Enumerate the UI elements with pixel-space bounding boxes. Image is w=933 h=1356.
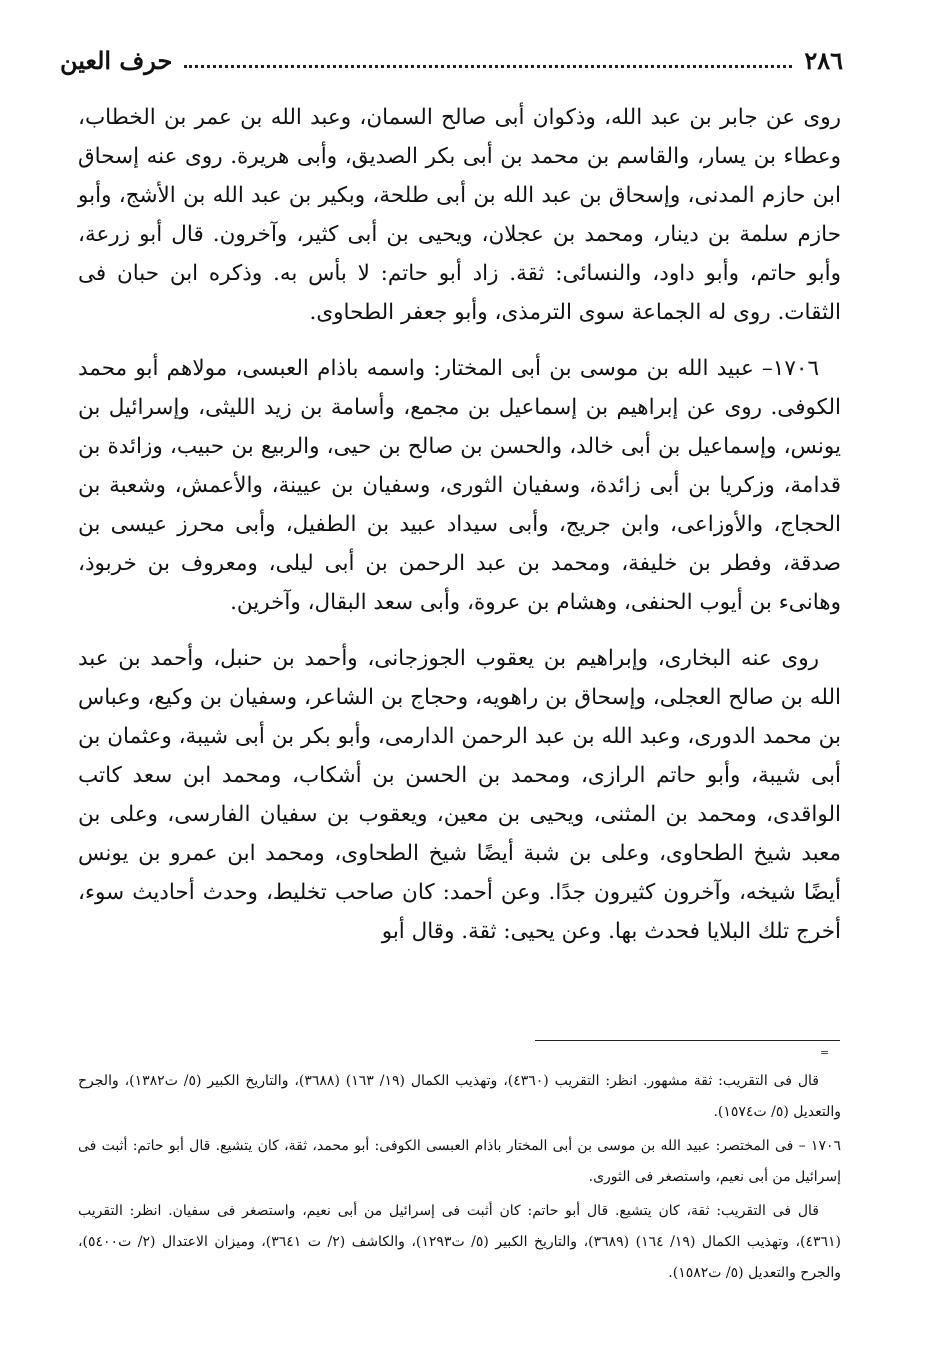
footnote-continuation-marker: = bbox=[820, 1046, 830, 1059]
paragraph: روى عنه البخارى، وإبراهيم بن يعقوب الجوزجانى، وأحمد بن حنبل، وأحمد بن عبد الله بن صالح العجلى، وإسحاق بن راهويه، وحجاج بن الشاعر، وسفيان بن وكيع، وعباس بن محمد الدورى، وعبد الله بن عبد الرحمن الدارمى، وأبو بكر بن أبى شيبة، وعثمان بن أبى شيبة، وأبو حاتم الرازى، ومحمد بن الحسن بن أشكاب، ومحمد ابن سعد كاتب الواقدى، ومحمد بن المثنى، ويحيى بن معين، ويعقوب بن سفيان الفارسى، وعلى بن معبد شيخ الطحاوى، وعلى بن شبة أيضًا شيخ الطحاوى، ومحمد ابن عمرو بن يونس أيضًا شيخه، وآخرون كثيرون جدًا. وعن أحمد: كان صاحب تخليط، وحدث أحاديث سوء، أخرج تلك البلايا فحدث بها. وعن يحيى: ثقة. وقال أبو bbox=[78, 646, 841, 944]
dotted-leader bbox=[184, 65, 792, 68]
page-number: ٢٨٦ bbox=[804, 45, 843, 75]
paragraph: ١٧٠٦– عبيد الله بن موسى بن أبى المختار: واسمه باذام العبسى، مولاهم أبو محمد الكوفى. روى عن إبراهيم بن إسماعيل بن مجمع، وأسامة بن زيد الليثى، وإسرائيل بن يونس، وإسماعيل بن أبى خالد، والحسن بن صالح بن حيى، والربيع بن حبيب، وزائدة بن قدامة، وزكريا بن أبى زائدة، وسفيان الثورى، وسفيان بن عيينة، والأعمش، وشعبة بن الحجاج، والأوزاعى، وابن جريج، وأبى سيداد عبيد بن الطفيل، وأبى محرز عيسى بن صدقة، وفطر بن خليفة، ومحمد بن عبد الرحمن بن أبى ليلى، ومعروف بن خربوذ، وهانىء بن أيوب الحنفى، وهشام بن عروة، وأبى سعد البقال، وآخرين. bbox=[78, 356, 841, 615]
footnote: ١٧٠٦ – فى المختصر: عبيد الله بن موسى بن أبى المختار باذام العبسى الكوفى: أبو محمد، ثقة، كان يتشيع. قال أبو حاتم: أثبت فى إسرائيل من أبى نعيم، واستصغر فى الثورى. bbox=[78, 1138, 841, 1185]
main-text bbox=[78, 98, 841, 968]
running-header bbox=[60, 40, 843, 80]
paragraph: روى عن جابر بن عبد الله، وذكوان أبى صالح السمان، وعبد الله بن عمر بن الخطاب، وعطاء بن يسار، والقاسم بن محمد بن أبى بكر الصديق، وأبى هريرة. روى عنه إسحاق ابن حازم المدنى، وإسحاق بن عبد الله بن أبى طلحة، وبكير بن عبد الله بن الأشج، وأبو حازم سلمة بن دينار، ومحمد بن عجلان، ويحيى بن أبى كثير، وآخرون. قال أبو زرعة، وأبو حاتم، وأبو داود، والنسائى: ثقة. زاد أبو حاتم: لا بأس به. وذكره ابن حبان فى الثقات. روى له الجماعة سوى الترمذى، وأبو جعفر الطحاوى. bbox=[78, 105, 841, 325]
footnote: قال فى التقريب: ثقة مشهور. انظر: التقريب (٤٣٦٠)، وتهذيب الكمال (١٩/ ١٦٣) (٣٦٨٨)، والتاريخ الكبير (٥/ ت١٣٨٢)، والجرح والتعديل (٥/ ت١٥٧٤). bbox=[78, 1073, 841, 1120]
footnotes bbox=[78, 1066, 841, 1292]
footnote-divider bbox=[535, 1040, 840, 1041]
section-title: حرف العين bbox=[60, 45, 173, 75]
footnote: قال فى التقريب: ثقة، كان يتشيع. قال أبو حاتم: كان أثبت فى إسرائيل من أبى نعيم، واستصغر فى سفيان. انظر: التقريب (٤٣٦١)، وتهذيب الكمال (١٩/ ١٦٤) (٣٦٨٩)، والتاريخ الكبير (٥/ ت١٢٩٣)، والكاشف (٢/ ت ٣٦٤١)، وميزان الاعتدال (٢/ ت٥٤٠٠)، والجرح والتعديل (٥/ ت١٥٨٢). bbox=[78, 1203, 841, 1281]
